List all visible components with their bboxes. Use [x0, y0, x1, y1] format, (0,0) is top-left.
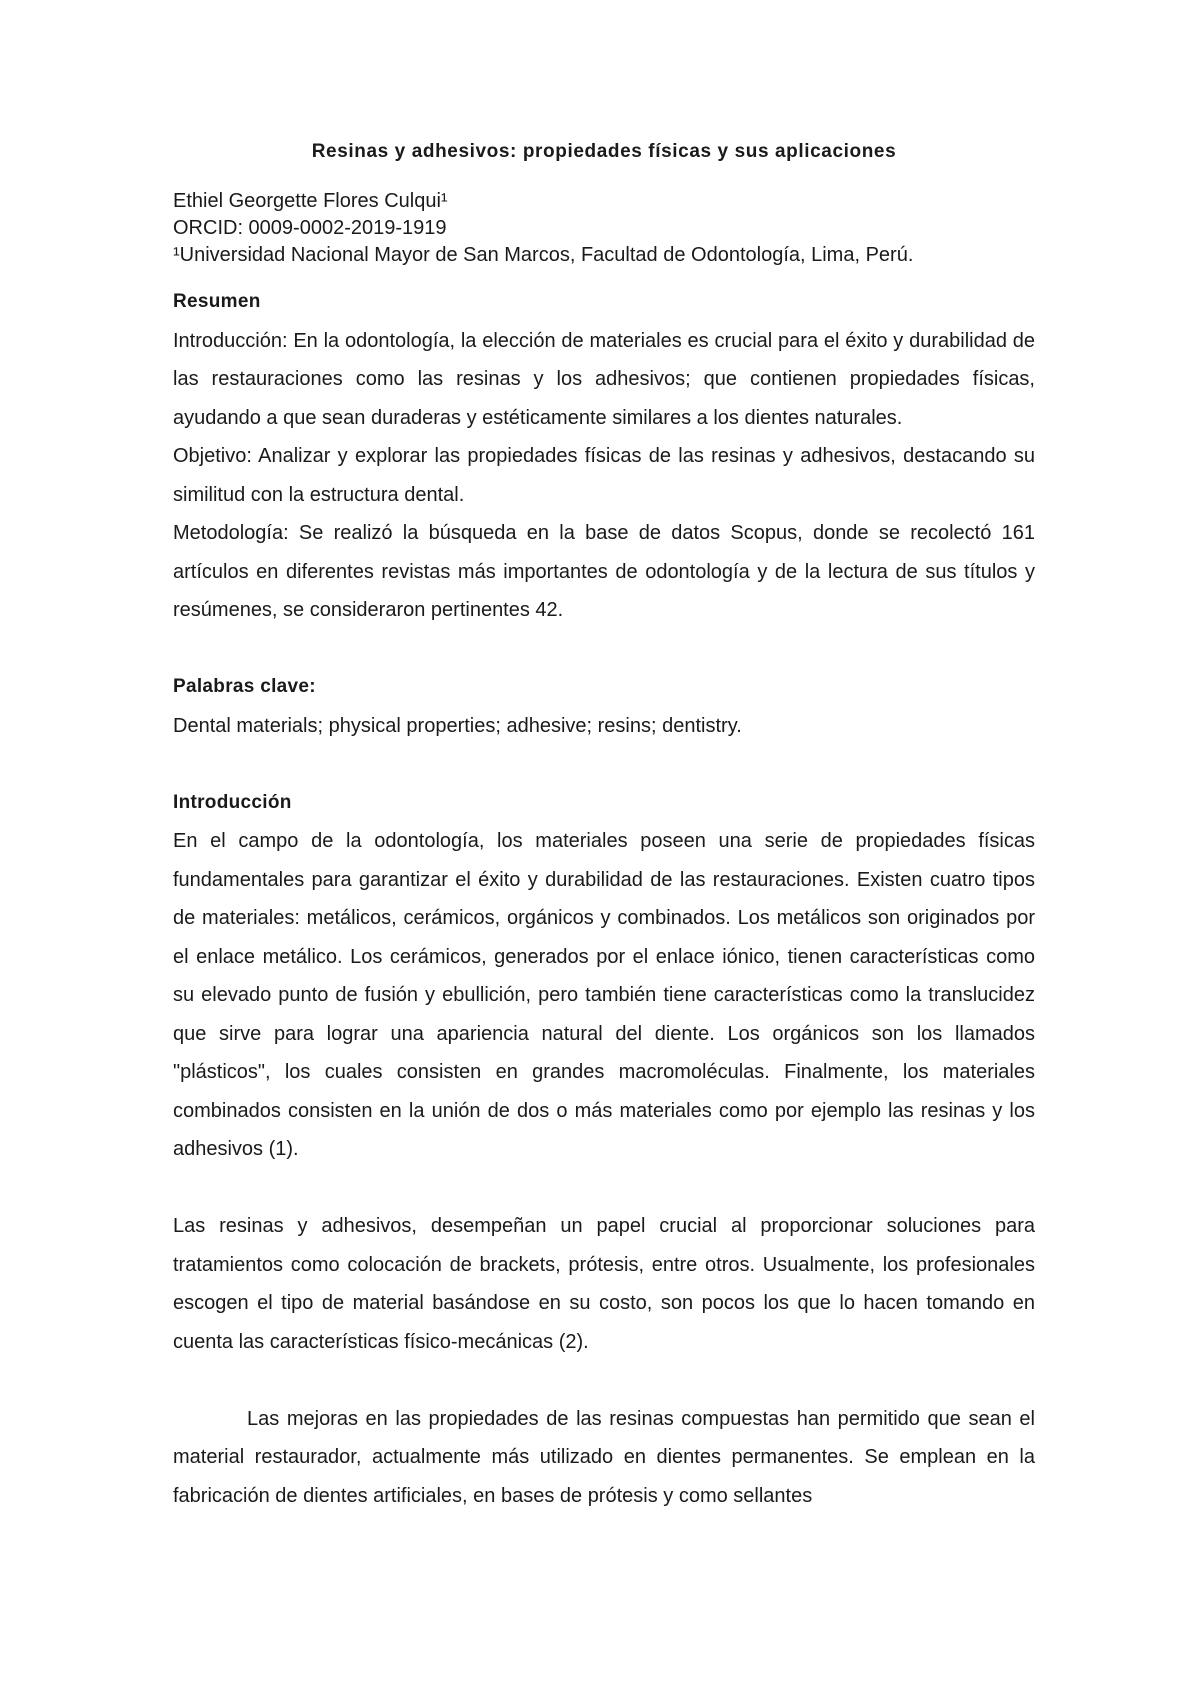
resumen-metodologia: Metodología: Se realizó la búsqueda en la base de datos Scopus, donde se recolectó 161 artículos en diferentes revistas más importantes de odontología y de la lectura de sus títulos y resúmenes, se consideraron pertinentes 42.: [173, 522, 1035, 621]
resumen-introduccion: Introducción: En la odontología, la elección de materiales es crucial para el éxito y durabilidad de las restauraciones como las resinas y los adhesivos; que contienen propiedades físicas, ayudando a que sean duraderas y estéticamente similares a los dientes naturales.: [173, 329, 1035, 429]
introduccion-paragraph-1: En el campo de la odontología, los materiales poseen una serie de propiedades físicas fundamentales para garantizar el éxito y durabilidad de las restauraciones. Existen cuatro tipos de materiales: metálicos, cerámicos, orgánicos y combinados. Los metálicos son originados por el enlace metálico. Los cerámicos, generados por el enlace iónico, tienen características como su elevado punto de fusión y ebullición, pero también tiene características como la translucidez que sirve para lograr una apariencia natural del diente. Los orgánicos son los llamados "plásticos", los cuales consisten en grandes macromoléculas. Finalmente, los materiales combinados consisten en la unión de dos o más materiales como por ejemplo las resinas y los adhesivos (1).: [173, 830, 1035, 1160]
keywords-heading: Palabras clave:: [173, 676, 316, 697]
document-title: Resinas y adhesivos: propiedades físicas y sus aplicaciones: [311, 141, 897, 162]
spacer: [173, 745, 1035, 784]
introduccion-heading: Introducción: [173, 791, 292, 813]
introduccion-paragraph-3: Las mejoras en las propiedades de las resinas compuestas han permitido que sean el material restaurador, actualmente más utilizado en dientes permanentes. Se emplean en la fabricación de dientes artificiales, en bases de prótesis y como sellantes: [173, 1407, 1035, 1507]
author-affiliation: ¹Universidad Nacional Mayor de San Marcos, Facultad de Odontología, Lima, Perú.: [173, 244, 914, 266]
spacer: [173, 1169, 1035, 1208]
spacer: [173, 630, 1035, 669]
keywords-text: Dental materials; physical properties; adhesive; resins; dentistry.: [173, 714, 742, 737]
document-page: [173, 140, 1035, 1515]
orcid-id: ORCID: 0009-0002-2019-1919: [173, 217, 447, 239]
introduccion-paragraph-2: Las resinas y adhesivos, desempeñan un papel crucial al proporcionar soluciones para tratamientos como colocación de brackets, prótesis, entre otros. Usualmente, los profesionales escogen el tipo de material basándose en su costo, son pocos los que lo hacen tomando en cuenta las características físico-mecánicas (2).: [173, 1215, 1035, 1353]
resumen-heading: Resumen: [173, 291, 261, 312]
spacer: [173, 1361, 1035, 1400]
author-block: [173, 188, 1035, 269]
resumen-objetivo: Objetivo: Analizar y explorar las propiedades físicas de las resinas y adhesivos, destacando su similitud con la estructura dental.: [173, 445, 1035, 506]
author-name: Ethiel Georgette Flores Culqui¹: [173, 190, 448, 212]
